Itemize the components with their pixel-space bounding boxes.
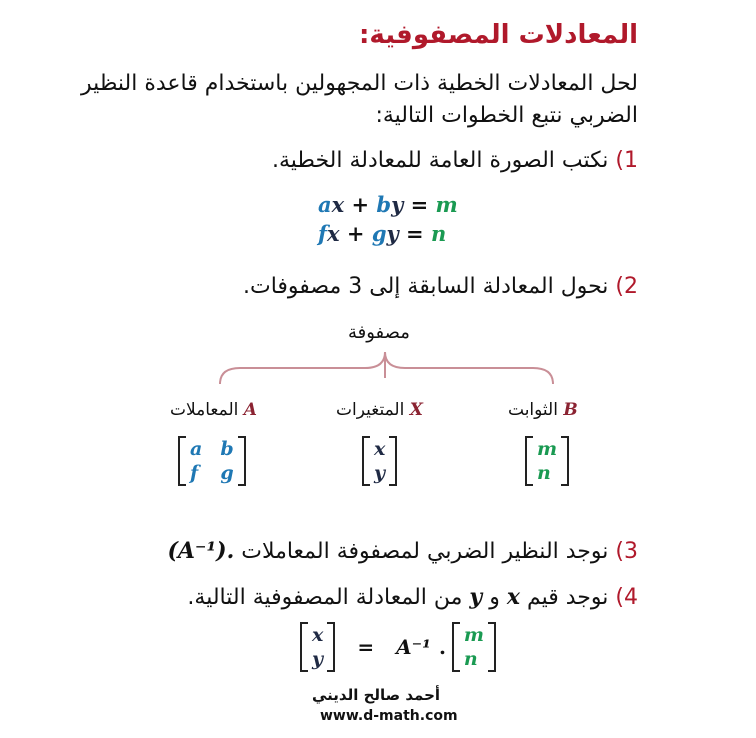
final-equals: = [357, 635, 375, 659]
category-constants-label: الثوابت [508, 400, 558, 420]
matrix-A [178, 436, 246, 486]
step-2 [243, 274, 638, 299]
final-lhs-cell: x [312, 624, 324, 646]
matrix-X-cell: y [374, 462, 386, 484]
matrix-A-right-bracket [238, 436, 246, 486]
brace-shape [215, 348, 560, 388]
step-4-var-y: y [469, 584, 483, 610]
step-3 [167, 538, 638, 564]
final-equation [300, 622, 496, 672]
final-lhs-left-bracket [300, 622, 308, 672]
eq2-var-x: x [327, 221, 340, 246]
step-4-text-pre: نوجد قيم [526, 585, 609, 610]
author-name: أحمد صالح الديني [312, 686, 441, 704]
matrix-A-cell: a [190, 438, 203, 460]
step-2-text: نحول المعادلة السابقة إلى 3 مصفوفات. [242, 274, 609, 299]
final-rhs-cell: n [463, 648, 478, 670]
step-1 [272, 148, 638, 173]
eq2-coef-f: f [318, 221, 328, 246]
category-coefficients-label: المعاملات [170, 400, 239, 420]
final-rhs-matrix [452, 622, 496, 672]
matrix-X-cell: x [374, 438, 386, 460]
matrix-A-cell: g [220, 462, 234, 484]
final-inverse: A⁻¹ [396, 635, 431, 659]
matrix-B [525, 436, 569, 486]
category-variables-var: X [409, 400, 423, 420]
intro-paragraph: لحل المعادلات الخطية ذات المجهولين باستخدام قاعدة النظير الضربي نتبع الخطوات التالية: [81, 71, 638, 128]
matrix-A-cell: b [220, 438, 234, 460]
step-3-text: نوجد النظير الضربي لمصفوفة المعاملات [241, 539, 609, 564]
category-variables [336, 400, 423, 420]
step-4 [187, 584, 638, 610]
final-rhs-cell: m [463, 624, 485, 646]
final-rhs-right-bracket [488, 622, 496, 672]
final-lhs-cell: y [312, 648, 324, 670]
eq1-equals: = [410, 192, 429, 217]
final-lhs-matrix [300, 622, 335, 672]
eq2-coef-g: g [371, 221, 387, 246]
eq2-var-y: y [386, 221, 399, 246]
eq1-var-x: x [331, 192, 345, 217]
final-rhs-left-bracket [452, 622, 460, 672]
matrix-B-left-bracket [525, 436, 533, 486]
category-coefficients-var: A [243, 400, 257, 420]
eq2-equals: = [406, 221, 424, 246]
matrix-X-left-bracket [362, 436, 370, 486]
category-constants-var: B [563, 400, 578, 420]
step-4-and: و [489, 585, 500, 610]
step-2-number: 2) [615, 274, 638, 299]
category-variables-label: المتغيرات [336, 400, 405, 420]
equation-2 [318, 221, 446, 246]
category-constants [508, 400, 578, 420]
eq1-const-m: m [435, 192, 458, 217]
brace-label: مصفوفة [348, 322, 410, 343]
equation-1 [318, 192, 458, 217]
eq2-const-n: n [430, 221, 447, 246]
final-dot: . [438, 635, 446, 659]
eq1-coef-b: b [376, 192, 392, 217]
eq1-coef-a: a [318, 192, 332, 217]
matrix-X [362, 436, 397, 486]
step-1-text: نكتب الصورة العامة للمعادلة الخطية. [271, 148, 609, 173]
matrix-A-cell: f [190, 462, 199, 484]
step-4-text-post: من المعادلة المصفوفية التالية. [187, 585, 463, 610]
matrix-X-right-bracket [389, 436, 397, 486]
step-3-math: (A⁻¹). [167, 538, 235, 564]
step-4-number: 4) [615, 585, 638, 610]
page-title: المعادلات المصفوفية: [359, 20, 638, 50]
step-3-number: 3) [615, 539, 638, 564]
final-lhs-right-bracket [327, 622, 335, 672]
step-1-number: 1) [615, 148, 638, 173]
website-url: www.d-math.com [320, 708, 458, 724]
matrix-B-right-bracket [561, 436, 569, 486]
category-coefficients [170, 400, 257, 420]
step-4-var-x: x [506, 584, 520, 610]
eq1-plus: + [351, 192, 370, 217]
matrix-A-left-bracket [178, 436, 186, 486]
matrix-B-cell: m [537, 438, 558, 460]
matrix-B-cell: n [537, 462, 551, 484]
eq1-var-y: y [391, 192, 404, 217]
eq2-plus: + [346, 221, 365, 246]
